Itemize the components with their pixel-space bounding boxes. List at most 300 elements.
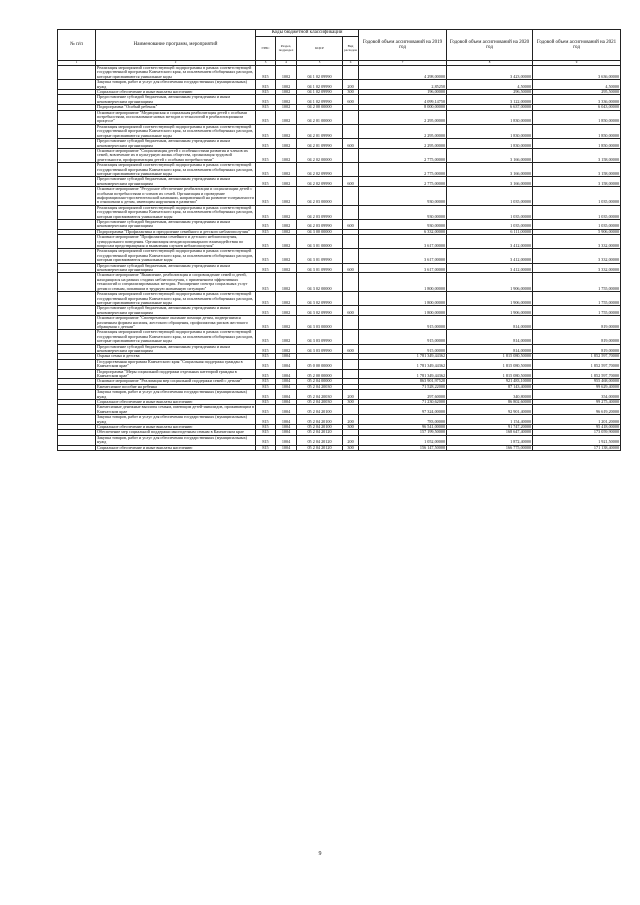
cell-csr: 05 2 04 20030 xyxy=(297,400,343,405)
cell-csr: 04 3 03 09990 xyxy=(297,344,343,354)
cell-vr xyxy=(343,249,359,263)
cell-grbs: 815 xyxy=(256,139,276,149)
cell-y2021: 1 852 597,70000 xyxy=(533,369,621,379)
cell-y2021: 1 755,00000 xyxy=(533,292,621,306)
cell-y2021: 96 619,20000 xyxy=(533,405,621,415)
column-number: 8 xyxy=(447,61,533,66)
cell-name: Предоставление субсидий бюджетным, автономным учреждениям и иным некоммерческим организациям xyxy=(96,263,256,273)
cell-name: Реализация мероприятий соответствующей подпрограммы в рамках соответствующей государственной программы Камчатского края, за исключением обобщенных расходов, которые присваиваются уникальные коды xyxy=(96,163,256,177)
table-row xyxy=(58,110,621,124)
cell-y2021: 1 035,00000 xyxy=(533,220,621,230)
cell-rz: 1002 xyxy=(276,249,297,263)
cell-vr xyxy=(343,292,359,306)
cell-y2020: 168 647,40000 xyxy=(447,430,533,435)
cell-num xyxy=(58,220,96,230)
header-codes-group: Коды бюджетной классификации xyxy=(256,30,359,37)
header-csr: КЦСР xyxy=(297,37,343,61)
cell-name: Предоставление субсидий бюджетным, автономным учреждениям и иным некоммерческим организациям xyxy=(96,95,256,105)
cell-grbs: 815 xyxy=(256,425,276,430)
cell-name: Обеспечение мер социальной поддержки многодетным семьям в Камчатском крае xyxy=(96,430,256,435)
cell-y2019: 1 781 349,44362 xyxy=(359,354,447,359)
table-row xyxy=(58,435,621,445)
cell-y2019: 1 800,00000 xyxy=(359,273,447,292)
cell-y2020: 296,50000 xyxy=(447,90,533,95)
cell-vr xyxy=(343,124,359,138)
cell-y2019: 2 775,00000 xyxy=(359,148,447,162)
table-row xyxy=(58,187,621,206)
cell-num xyxy=(58,390,96,400)
cell-y2019: 783,00000 xyxy=(359,415,447,425)
cell-grbs: 815 xyxy=(256,205,276,219)
cell-grbs: 815 xyxy=(256,95,276,105)
cell-vr xyxy=(343,205,359,219)
cell-y2020: 1 815 080,50000 xyxy=(447,354,533,359)
cell-csr: 04 3 01 09990 xyxy=(297,263,343,273)
cell-name: Закупка товаров, работ и услуг для обеспечения государственных (муниципальных) нужд xyxy=(96,80,256,90)
header-year-2020: Годовой объем ассигнований на 2020 год xyxy=(447,30,533,61)
cell-y2020: 814,00000 xyxy=(447,344,533,354)
cell-vr: 300 xyxy=(343,400,359,405)
cell-y2021: 1 850,00000 xyxy=(533,124,621,138)
cell-csr: 04 2 03 00000 xyxy=(297,187,343,206)
cell-rz: 1002 xyxy=(276,66,297,80)
cell-y2020: 3 423,00000 xyxy=(447,66,533,80)
cell-num xyxy=(58,344,96,354)
cell-name: Подпрограмма "Меры социальной поддержки отдельных категорий граждан в Камчатском крае" xyxy=(96,369,256,379)
cell-name: Реализация мероприятий соответствующей подпрограммы в рамках соответствующей государственной программы Камчатского края, за исключением обобщенных расходов, которые присваиваются уникальные коды xyxy=(96,66,256,80)
cell-csr: 05 2 04 20100 xyxy=(297,415,343,425)
cell-grbs: 815 xyxy=(256,110,276,124)
table-row xyxy=(58,292,621,306)
cell-vr xyxy=(343,316,359,330)
cell-num xyxy=(58,306,96,316)
cell-y2021: 354,00000 xyxy=(533,390,621,400)
cell-csr: 04 2 01 09990 xyxy=(297,124,343,138)
cell-name: Подпрограмма "Профилактика и преодоление семейного и детского неблагополучия" xyxy=(96,229,256,234)
cell-y2021: 1 201,20000 xyxy=(533,415,621,425)
cell-num xyxy=(58,445,96,450)
cell-name: Закупка товаров, работ и услуг для обеспечения государственных (муниципальных) нужд xyxy=(96,435,256,445)
cell-name: Основное мероприятие "Ресурсное обеспечение реабилитации и социализации детей с особыми потребностями и членов их семей. Организация и проведение информационно-просветительской кампании, направленной на развитие толерантности в отношении к детям, имеющим нарушения в развитии" xyxy=(97,186,254,205)
cell-grbs: 815 xyxy=(256,400,276,405)
header-grbs: ГРБС xyxy=(256,37,276,61)
cell-grbs: 815 xyxy=(256,415,276,425)
cell-vr: 600 xyxy=(343,306,359,316)
cell-y2020: 1 906,00000 xyxy=(447,306,533,316)
table-row xyxy=(58,95,621,105)
header-year-2019: Годовой объем ассигнований на 2019 год xyxy=(359,30,447,61)
cell-grbs: 815 xyxy=(256,344,276,354)
cell-y2019: 156 147,50000 xyxy=(359,445,447,450)
cell-rz: 1002 xyxy=(276,229,297,234)
cell-name: Охрана семьи и детства xyxy=(96,354,256,359)
cell-y2021: 3 332,00000 xyxy=(533,235,621,249)
cell-y2020: 1 035,00000 xyxy=(447,187,533,206)
cell-y2019: 2 295,00000 xyxy=(359,139,447,149)
cell-vr: 600 xyxy=(343,344,359,354)
cell-y2020: 1 830,00000 xyxy=(447,110,533,124)
cell-vr: 600 xyxy=(343,263,359,273)
cell-name: Государственная программа Камчатского края "Социальная поддержка граждан в Камчатском крае" xyxy=(96,359,256,369)
cell-num xyxy=(58,249,96,263)
cell-y2021: 5 906,00000 xyxy=(533,229,621,234)
cell-name: Предоставление субсидий бюджетным, автономным учреждениям и иным некоммерческим организациям xyxy=(96,177,256,187)
cell-y2021: 4,50000 xyxy=(533,80,621,90)
cell-y2019: 2 295,00000 xyxy=(359,110,447,124)
cell-csr: 04 3 01 00000 xyxy=(297,235,343,249)
cell-y2019: 2 295,00000 xyxy=(359,124,447,138)
cell-vr xyxy=(343,163,359,177)
cell-y2019: 2 775,00000 xyxy=(359,177,447,187)
cell-csr: 04 3 02 09990 xyxy=(297,306,343,316)
cell-y2019: 863 901,97520 xyxy=(359,379,447,384)
cell-y2019: 930,00000 xyxy=(359,187,447,206)
cell-y2021: 1 035,00000 xyxy=(533,187,621,206)
cell-y2019: 915,00000 xyxy=(359,316,447,330)
cell-grbs: 815 xyxy=(256,430,276,435)
cell-y2020: 1 830,00000 xyxy=(447,124,533,138)
cell-csr: 05 2 04 20120 xyxy=(297,430,343,435)
cell-y2019: 930,00000 xyxy=(359,220,447,230)
cell-y2021: 819,00000 xyxy=(533,330,621,344)
cell-y2021: 1 852 597,70000 xyxy=(533,354,621,359)
cell-grbs: 815 xyxy=(256,105,276,110)
column-number: 1 xyxy=(58,61,96,66)
column-number: 6 xyxy=(343,61,359,66)
cell-y2019: 1 781 349,44362 xyxy=(359,369,447,379)
cell-csr: 04 3 01 09990 xyxy=(297,249,343,263)
cell-rz: 1004 xyxy=(276,354,297,359)
cell-csr: 04 2 02 09990 xyxy=(297,163,343,177)
cell-vr xyxy=(343,273,359,292)
cell-y2020: 1 830,00000 xyxy=(447,139,533,149)
cell-vr xyxy=(343,148,359,162)
column-number: 4 xyxy=(276,61,297,66)
table-row xyxy=(58,369,621,379)
header-name: Наименование программ, мероприятий xyxy=(96,30,256,61)
cell-rz: 1002 xyxy=(276,316,297,330)
header-num: № п/п xyxy=(58,30,96,61)
cell-y2020: 1 906,00000 xyxy=(447,273,533,292)
table-row xyxy=(58,273,621,292)
cell-name: Реализация мероприятий соответствующей подпрограммы в рамках соответствующей государственной программы Камчатского края, за исключением обобщенных расходов, которые присваиваются уникальные коды xyxy=(96,330,256,344)
header-section: Раздел, подраздел xyxy=(276,37,297,61)
cell-rz: 1004 xyxy=(276,435,297,445)
cell-rz: 1002 xyxy=(276,90,297,95)
cell-rz: 1002 xyxy=(276,344,297,354)
cell-name: Закупка товаров, работ и услуг для обеспечения государственных (муниципальных) нужд xyxy=(96,415,256,425)
cell-num xyxy=(58,330,96,344)
cell-csr: 05 2 04 20030 xyxy=(297,390,343,400)
table-row xyxy=(58,235,621,249)
cell-y2019: 4 298,00000 xyxy=(359,66,447,80)
cell-num xyxy=(58,66,96,80)
table-row xyxy=(58,80,621,90)
cell-grbs: 815 xyxy=(256,263,276,273)
cell-csr: 05 2 04 00000 xyxy=(297,379,343,384)
cell-y2021: 1 850,00000 xyxy=(533,110,621,124)
table-row xyxy=(58,220,621,230)
cell-csr: 04 2 00 00000 xyxy=(297,105,343,110)
cell-csr: 04 2 03 09990 xyxy=(297,220,343,230)
cell-y2020: 1 035,00000 xyxy=(447,205,533,219)
cell-y2019: 1 052,00000 xyxy=(359,435,447,445)
cell-vr: 300 xyxy=(343,90,359,95)
cell-y2020: 1 154,40000 xyxy=(447,415,533,425)
table-row xyxy=(58,148,621,162)
cell-grbs: 815 xyxy=(256,445,276,450)
cell-y2020: 86 802,60000 xyxy=(447,400,533,405)
cell-y2021: 1 755,00000 xyxy=(533,306,621,316)
cell-y2021: 171 138,40000 xyxy=(533,445,621,450)
cell-grbs: 815 xyxy=(256,390,276,400)
cell-y2019: 3 617,00000 xyxy=(359,249,447,263)
cell-y2019: 8 000,00000 xyxy=(359,105,447,110)
cell-rz: 1002 xyxy=(276,139,297,149)
table-row xyxy=(58,359,621,369)
cell-grbs: 815 xyxy=(256,124,276,138)
cell-vr xyxy=(343,187,359,206)
cell-y2021: 1 850,00000 xyxy=(533,139,621,149)
cell-grbs: 815 xyxy=(256,435,276,445)
cell-y2019: 71 528,22000 xyxy=(359,384,447,389)
cell-vr: 300 xyxy=(343,425,359,430)
table-row xyxy=(58,163,621,177)
cell-name: Закупка товаров, работ и услуг для обеспечения государственных (муниципальных) нужд xyxy=(96,390,256,400)
cell-csr: 04 2 01 00000 xyxy=(297,110,343,124)
cell-vr xyxy=(343,405,359,415)
cell-y2021: 819,00000 xyxy=(533,344,621,354)
cell-grbs: 815 xyxy=(256,316,276,330)
cell-name: Социальное обеспечение и иные выплаты населению xyxy=(96,425,256,430)
cell-y2020: 3 166,00000 xyxy=(447,148,533,162)
cell-rz: 1004 xyxy=(276,400,297,405)
table-row xyxy=(58,177,621,187)
cell-y2019: 2 775,00000 xyxy=(359,163,447,177)
cell-rz: 1002 xyxy=(276,163,297,177)
column-number: 9 xyxy=(533,61,621,66)
cell-grbs: 815 xyxy=(256,292,276,306)
cell-y2019: 3 617,00000 xyxy=(359,263,447,273)
cell-y2019: 4 099,14750 xyxy=(359,95,447,105)
cell-y2019: 1 800,00000 xyxy=(359,306,447,316)
cell-csr: 04 3 02 09990 xyxy=(297,292,343,306)
cell-y2021: 99 629,40000 xyxy=(533,384,621,389)
cell-rz: 1004 xyxy=(276,359,297,369)
cell-name: Основное мероприятие "Реализация мер социальной поддержки семей с детьми" xyxy=(96,379,256,384)
cell-rz: 1002 xyxy=(276,95,297,105)
cell-rz: 1004 xyxy=(276,405,297,415)
cell-grbs: 815 xyxy=(256,177,276,187)
cell-vr xyxy=(343,110,359,124)
cell-grbs: 815 xyxy=(256,405,276,415)
cell-name: Реализация мероприятий соответствующей подпрограммы в рамках соответствующей государственной программы Камчатского края, за исключением обобщенных расходов, которые присваиваются уникальные коды xyxy=(96,124,256,138)
cell-csr: 05 2 04 20120 xyxy=(297,445,343,450)
cell-num xyxy=(58,359,96,369)
cell-grbs: 815 xyxy=(256,80,276,90)
cell-name: Социальное обеспечение и иные выплаты населению xyxy=(96,400,256,405)
header-year-2021: Годовой объем ассигнований на 2021 год xyxy=(533,30,621,61)
cell-name: Предоставление субсидий бюджетным, автономным учреждениям и иным некоммерческим организациям xyxy=(96,220,256,230)
cell-rz: 1004 xyxy=(276,425,297,430)
cell-rz: 1002 xyxy=(276,105,297,110)
cell-y2021: 99 275,40000 xyxy=(533,400,621,405)
cell-rz: 1002 xyxy=(276,80,297,90)
cell-name: Реализация мероприятий соответствующей подпрограммы в рамках соответствующей государственной программы Камчатского края, за исключением обобщенных расходов, которые присваиваются уникальные коды xyxy=(96,292,256,306)
cell-grbs: 815 xyxy=(256,187,276,206)
cell-vr xyxy=(343,359,359,369)
cell-grbs: 815 xyxy=(256,220,276,230)
cell-grbs: 815 xyxy=(256,163,276,177)
cell-rz: 1002 xyxy=(276,220,297,230)
cell-num xyxy=(58,110,96,124)
cell-grbs: 815 xyxy=(256,235,276,249)
cell-num xyxy=(58,273,96,292)
cell-rz: 1004 xyxy=(276,430,297,435)
cell-csr: 05 2 04 20030 xyxy=(297,384,343,389)
cell-num xyxy=(58,415,96,425)
cell-rz: 1002 xyxy=(276,177,297,187)
cell-csr: 04 3 03 00000 xyxy=(297,316,343,330)
cell-grbs: 815 xyxy=(256,379,276,384)
cell-y2021: 955 468,00000 xyxy=(533,379,621,384)
cell-grbs: 815 xyxy=(256,330,276,344)
cell-num xyxy=(58,263,96,273)
cell-rz: 1004 xyxy=(276,379,297,384)
table-row xyxy=(58,330,621,344)
cell-y2020: 3 122,00000 xyxy=(447,95,533,105)
cell-name: Предоставление субсидий бюджетным, автономным учреждениям и иным некоммерческим организациям xyxy=(96,139,256,149)
cell-name: Основное мероприятие "Выявление, реабилитация и сопровождение семей и детей, находящихся на разных стадиях неблагополучия, с применением эффективных технологий и специализированных методик. Расширение спектра социальных услуг детям и семьям, попавшим в трудную жизненную ситуацию" xyxy=(96,273,256,292)
cell-rz: 1002 xyxy=(276,292,297,306)
cell-num xyxy=(58,205,96,219)
cell-num xyxy=(58,177,96,187)
cell-grbs: 815 xyxy=(256,229,276,234)
cell-y2021: 1 852 597,70000 xyxy=(533,359,621,369)
cell-y2020: 92 901,40000 xyxy=(447,405,533,415)
cell-num xyxy=(58,405,96,415)
table-row xyxy=(58,124,621,138)
cell-y2019: 3 617,00000 xyxy=(359,235,447,249)
cell-y2021: 3 158,00000 xyxy=(533,177,621,187)
cell-y2021: 1 035,00000 xyxy=(533,205,621,219)
table-row xyxy=(58,344,621,354)
column-number: 5 xyxy=(297,61,343,66)
table-row xyxy=(58,66,621,80)
cell-vr: 600 xyxy=(343,95,359,105)
cell-y2019: 915,00000 xyxy=(359,344,447,354)
cell-csr: 04 3 03 09990 xyxy=(297,330,343,344)
cell-y2021: 819,00000 xyxy=(533,316,621,330)
cell-y2020: 91 747,20000 xyxy=(447,425,533,430)
cell-rz: 1002 xyxy=(276,124,297,138)
cell-y2019: 915,00000 xyxy=(359,330,447,344)
cell-y2019: 297,60000 xyxy=(359,390,447,400)
table-row xyxy=(58,390,621,400)
cell-y2019: 1 800,00000 xyxy=(359,292,447,306)
table-row xyxy=(58,205,621,219)
cell-y2020: 3 412,00000 xyxy=(447,249,533,263)
cell-grbs: 815 xyxy=(256,369,276,379)
cell-y2021: 6 043,00000 xyxy=(533,105,621,110)
cell-y2019: 96 541,00000 xyxy=(359,425,447,430)
cell-name: Социальное обеспечение и иные выплаты населению xyxy=(96,445,256,450)
cell-csr: 05 2 04 20100 xyxy=(297,425,343,430)
cell-y2019: 97 324,00000 xyxy=(359,405,447,415)
cell-y2019: 1 781 349,44362 xyxy=(359,359,447,369)
cell-name: Основное мероприятие "Своевременное оказание помощи детям, подвергшимся различным формам насилия, жестокого обращения, профилактика рисков жестокого обращения с детьми" xyxy=(96,316,256,330)
cell-csr: 04 2 03 09990 xyxy=(297,205,343,219)
cell-y2020: 1 815 080,50000 xyxy=(447,359,533,369)
table-row xyxy=(58,415,621,425)
table-row xyxy=(58,405,621,415)
cell-name: Реализация мероприятий соответствующей подпрограммы в рамках соответствующей государственной программы Камчатского края, за исключением обобщенных расходов, которым присваиваются уникальные коды xyxy=(96,249,256,263)
cell-y2021: 3 636,00000 xyxy=(533,66,621,80)
cell-vr: 300 xyxy=(343,445,359,450)
cell-y2020: 340,80000 xyxy=(447,390,533,400)
cell-y2019: 6 332,00000 xyxy=(359,229,447,234)
cell-vr: 200 xyxy=(343,80,359,90)
cell-csr: 04 2 02 00000 xyxy=(297,148,343,162)
cell-num xyxy=(58,139,96,149)
cell-csr: 04 1 02 09990 xyxy=(297,66,343,80)
cell-num xyxy=(58,369,96,379)
cell-y2021: 3 336,00000 xyxy=(533,95,621,105)
cell-csr: 04 2 01 09990 xyxy=(297,139,343,149)
cell-rz: 1002 xyxy=(276,330,297,344)
cell-vr: 600 xyxy=(343,220,359,230)
cell-csr: 04 3 02 00000 xyxy=(297,273,343,292)
table-row xyxy=(58,249,621,263)
cell-vr: 200 xyxy=(343,390,359,400)
cell-rz: 1002 xyxy=(276,263,297,273)
cell-grbs: 815 xyxy=(256,306,276,316)
cell-csr: 04 1 02 09990 xyxy=(297,90,343,95)
cell-csr: 05 0 00 00000 xyxy=(297,359,343,369)
cell-y2020: 6 111,00000 xyxy=(447,229,533,234)
cell-vr xyxy=(343,235,359,249)
cell-rz: 1002 xyxy=(276,205,297,219)
cell-num xyxy=(58,235,96,249)
budget-table xyxy=(57,29,621,451)
table-row xyxy=(58,445,621,450)
cell-num xyxy=(58,163,96,177)
cell-vr xyxy=(343,330,359,344)
cell-num xyxy=(58,435,96,445)
cell-y2020: 921 483,10000 xyxy=(447,379,533,384)
cell-num xyxy=(58,124,96,138)
cell-y2020: 1 906,00000 xyxy=(447,292,533,306)
cell-y2020: 1 872,40000 xyxy=(447,435,533,445)
cell-name: Ежемесячное пособие на ребенка xyxy=(96,384,256,389)
cell-grbs: 815 xyxy=(256,359,276,369)
cell-vr xyxy=(343,369,359,379)
cell-rz: 1002 xyxy=(276,235,297,249)
cell-name: Подпрограмма "Особый ребенок" xyxy=(96,105,256,110)
cell-y2021: 95 418,00000 xyxy=(533,425,621,430)
cell-num xyxy=(58,80,96,90)
cell-y2021: 3 158,00000 xyxy=(533,148,621,162)
cell-y2019: 930,00000 xyxy=(359,205,447,219)
cell-y2020: 1 815 080,50000 xyxy=(447,369,533,379)
cell-grbs: 815 xyxy=(256,273,276,292)
cell-grbs: 815 xyxy=(256,384,276,389)
cell-grbs: 815 xyxy=(256,148,276,162)
table-row xyxy=(58,139,621,149)
cell-csr: 05 2 04 20120 xyxy=(297,435,343,445)
cell-csr: 05 2 04 20100 xyxy=(297,405,343,415)
cell-y2019: 71 230,62000 xyxy=(359,400,447,405)
